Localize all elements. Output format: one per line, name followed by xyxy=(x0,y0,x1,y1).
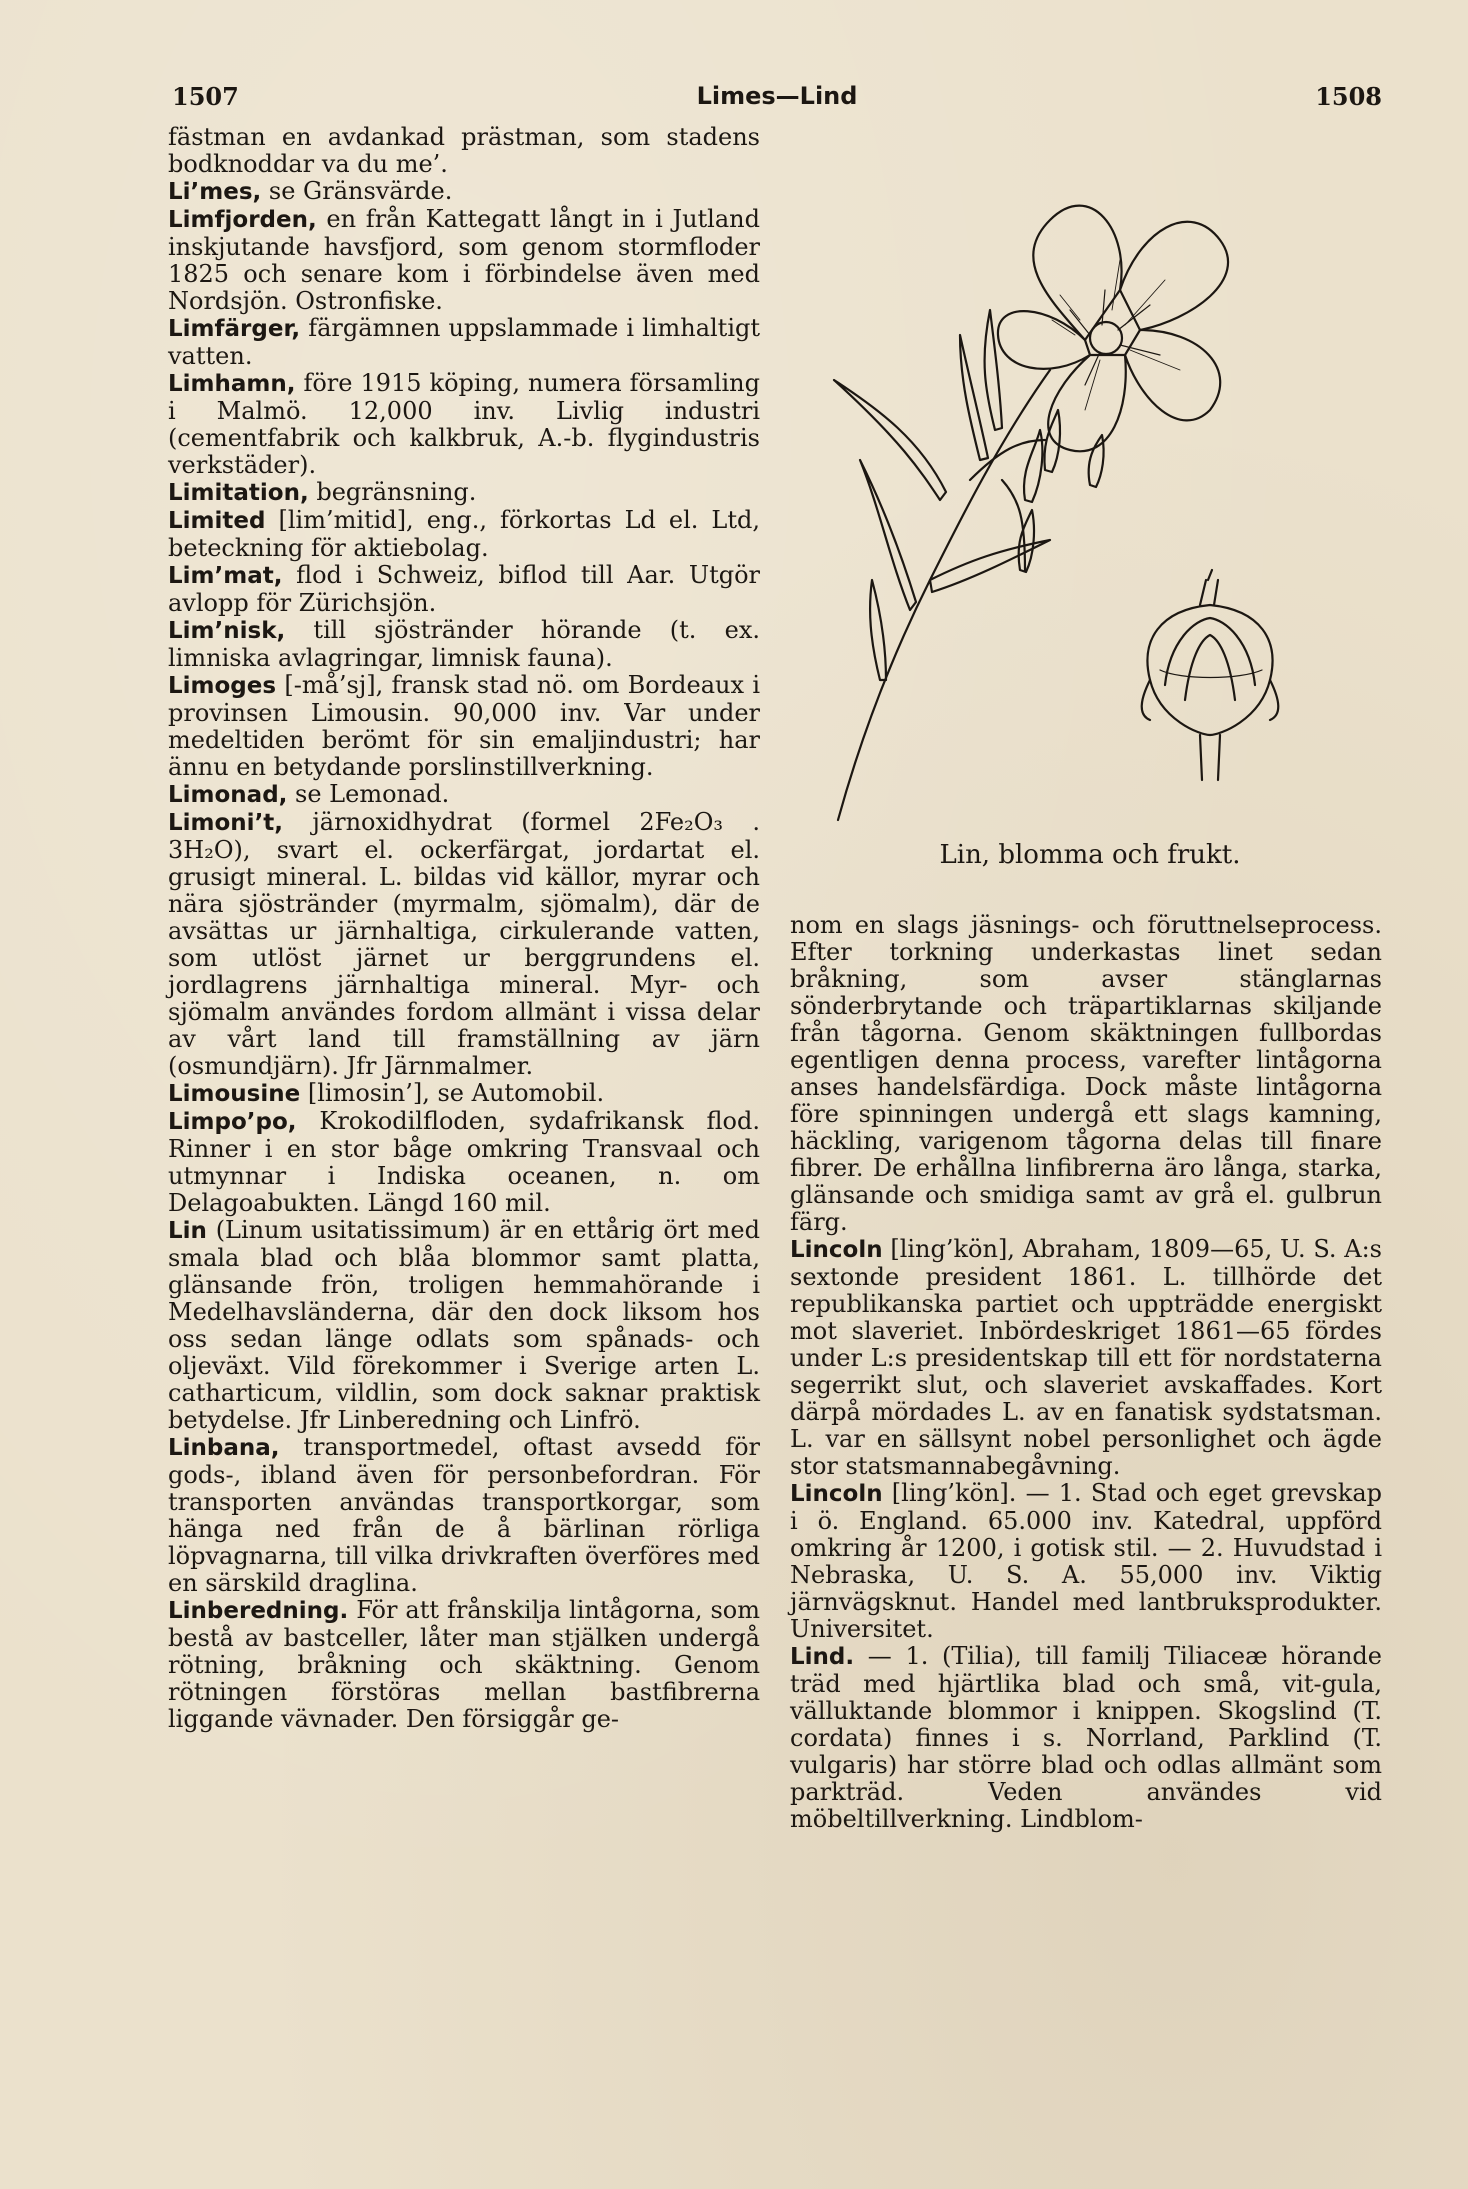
leaf xyxy=(834,380,946,500)
entry-text: [ling’kön]. — 1. Stad och eget grevskap i ö. England. 65.000 inv. Katedral, uppförd omkring år 1200, i gotisk stil. — 2. Huvudstad i Nebraska, U. S. A. 55,000 inv. Viktig järnvägsknut. Handel med lantbruksprodukter. Universitet. xyxy=(790,1479,1382,1643)
entry-text: en från Kattegatt långt in i Jutland inskjutande havsfjord, som genom stormfloder 1825 och senare kom i förbindelse även med Nordsjön. Ostronfiske. xyxy=(168,205,760,315)
dictionary-entry xyxy=(168,1597,760,1733)
dictionary-entry xyxy=(790,912,1382,1236)
entry-headword: Lind. xyxy=(790,1644,855,1670)
entry-headword: Limitation, xyxy=(168,480,309,506)
entry-text: För att frånskilja lintågorna, som bestå av bastceller, låter man stjälken undergå rötning, bråkning och skäktning. Genom rötningen förstöras mellan bastfibrerna liggande vävnader. Den försiggår ge- xyxy=(168,1596,760,1733)
page-number-left: 1507 xyxy=(172,82,239,111)
entry-headword: Limfärger, xyxy=(168,316,301,342)
entry-headword: Lincoln xyxy=(790,1237,883,1263)
leaf xyxy=(870,580,886,680)
entry-headword: Lim’mat, xyxy=(168,563,283,589)
dictionary-entry xyxy=(790,1643,1382,1833)
dictionary-entry xyxy=(168,562,760,617)
dictionary-entry xyxy=(168,315,760,370)
dictionary-entry xyxy=(168,617,760,672)
bud xyxy=(1044,410,1060,472)
dictionary-entry xyxy=(790,1480,1382,1643)
entry-headword: Limoni’t, xyxy=(168,810,284,836)
entry-headword: Limousine xyxy=(168,1081,301,1107)
dictionary-entry xyxy=(168,672,760,781)
entry-headword: Lin xyxy=(168,1218,207,1244)
entry-text: se Lemonad. xyxy=(287,780,450,808)
entry-headword: Lincoln xyxy=(790,1481,883,1507)
entry-text: fästman en avdankad prästman, som stadens bodknoddar va du me’. xyxy=(168,123,760,178)
left-column xyxy=(168,124,760,1733)
entry-text: [ling’kön], Abraham, 1809—65, U. S. A:s sextonde president 1861. L. tillhörde det republikanska partiet och uppträdde energiskt mot slaveriet. Inbördeskriget 1861—65 fördes under L:s presidentskap till ett för nordstaterna segerrikt slut, och slaveriet avskaffades. Kort därpå mördades L. av en fanatisk sydstatsman. L. var en sällsynt nobel personlighet och ägde stor statsmannabegåvning. xyxy=(790,1235,1382,1480)
entry-headword: Linbana, xyxy=(168,1435,280,1461)
entry-text: [lim’mitid], eng., förkortas Ld el. Ltd, beteckning för aktiebolag. xyxy=(168,506,760,562)
fruit-capsule xyxy=(1142,570,1279,780)
entry-text: [limosin’], se Automobil. xyxy=(300,1079,605,1107)
page-header xyxy=(172,82,1382,122)
entry-headword: Linberedning. xyxy=(168,1598,349,1624)
entry-headword: Limfjorden, xyxy=(168,207,317,233)
entry-headword: Limhamn, xyxy=(168,371,296,397)
entry-text: begränsning. xyxy=(308,478,477,506)
entry-text: — 1. (Tilia), till familj Tiliaceæ hörande träd med hjärtlika blad och små, vit-gula, välluktande blommor i knippen. Skogslind (T. cordata) finnes i s. Norrland, Parklind (T. vulgaris) har större blad och odlas allmänt som parkträd. Veden användes vid möbeltillverkning. Lindblom- xyxy=(790,1642,1382,1833)
entry-text: flod i Schweiz, biflod till Aar. Utgör avlopp för Zürichsjön. xyxy=(168,561,760,617)
figure-caption: Lin, blomma och frukt. xyxy=(939,840,1241,870)
dictionary-entry xyxy=(168,1080,760,1108)
leaf xyxy=(860,460,916,610)
entry-text: före 1915 köping, numera församling i Malmö. 12,000 inv. Livlig industri (cementfabrik och kalkbruk, A.-b. flygindustris verkstäder). xyxy=(168,369,760,479)
right-column xyxy=(790,912,1382,1833)
entry-text: nom en slags jäsnings- och föruttnelseprocess. Efter torkning underkastas linet sedan bråkning, som avser stänglarnas sönderbrytande och träpartiklarnas skiljande från tågorna. Genom skäktningen fullbordas egentligen denna process, varefter lintågorna anses handelsfärdiga. Dock måste lintågorna före spinningen undergå ett slags kamning, häckling, varigenom tågorna delas till finare fibrer. De erhållna linfibrerna äro långa, starka, glänsande och smidiga samt av grå el. gulbrun färg. xyxy=(790,911,1382,1236)
entry-headword: Limoges xyxy=(168,673,277,699)
entry-headword: Limonad, xyxy=(168,782,288,808)
running-title: Limes—Lind xyxy=(696,82,858,110)
entry-text: färgämnen uppslammade i limhaltigt vatten. xyxy=(168,314,760,370)
entry-text: Krokodilfloden, sydafrikansk flod. Rinner i en stor båge omkring Transvaal och utmynnar i Indiska oceanen, n. om Delagoabukten. Längd 160 mil. xyxy=(168,1107,760,1217)
entry-text: transportmedel, oftast avsedd för gods-, ibland även för personbefordran. För transporten användas transportkorgar, som hänga ned från de å bärlinan rörliga löpvagnarna, till vilka drivkraften överföres med en särskild draglina. xyxy=(168,1433,760,1597)
dictionary-entry xyxy=(168,507,760,562)
dictionary-entry xyxy=(168,124,760,178)
dictionary-entry xyxy=(168,206,760,315)
entry-text: järnoxidhydrat (formel 2Fe₂O₃ . 3H₂O), svart el. ockerfärgat, jordartat el. grusigt mineral. L. bildas vid källor, myrar och nära sjöstränder (myrmalm, sjömalm), där de avsättas ur järnhaltiga, cirkulerande vatten, som utlöst järnet ur berggrundens el. jordlagrens järnhaltiga mineral. Myr- och sjömalm användes fordom allmänt i vissa delar av vårt land till framställning av järn (osmundjärn). Jfr Järnmalmer. xyxy=(168,808,760,1080)
branch xyxy=(1002,480,1025,570)
page-number-right: 1508 xyxy=(1315,82,1382,111)
entry-headword: Li’mes, xyxy=(168,179,262,205)
entry-headword: Limited xyxy=(168,508,266,534)
entry-headword: Lim’nisk, xyxy=(168,618,286,644)
entry-text: [-må’sj], fransk stad nö. om Bordeaux i provinsen Limousin. 90,000 inv. Var under medeltiden berömt för sin emaljindustri; har ännu en betydande porslinstillverkning. xyxy=(168,671,760,781)
entry-text: se Gränsvärde. xyxy=(261,177,453,205)
dictionary-entry xyxy=(168,178,760,206)
dictionary-entry xyxy=(168,479,760,507)
flax-illustration xyxy=(820,140,1380,880)
entry-headword: Limpo’po, xyxy=(168,1109,297,1135)
dictionary-entry xyxy=(168,1217,760,1434)
flower xyxy=(998,206,1228,452)
dictionary-entry xyxy=(168,781,760,809)
dictionary-entry xyxy=(168,370,760,479)
dictionary-entry xyxy=(168,1434,760,1597)
entry-text: till sjöstränder hörande (t. ex. limniska avlagringar, limnisk fauna). xyxy=(168,616,760,672)
dictionary-entry xyxy=(168,809,760,1080)
dictionary-entry xyxy=(790,1236,1382,1480)
dictionary-entry xyxy=(168,1108,760,1217)
entry-text: (Linum usitatissimum) är en ettårig ört med smala blad och blåa blommor samt platta, glänsande frön, troligen hemmahörande i Medelhavsländerna, där den dock liksom hos oss sedan länge odlats som spånads- och oljeväxt. Vild förekommer i Sverige arten L. catharticum, vildlin, som dock saknar praktisk betydelse. Jfr Linberedning och Linfrö. xyxy=(168,1216,760,1434)
